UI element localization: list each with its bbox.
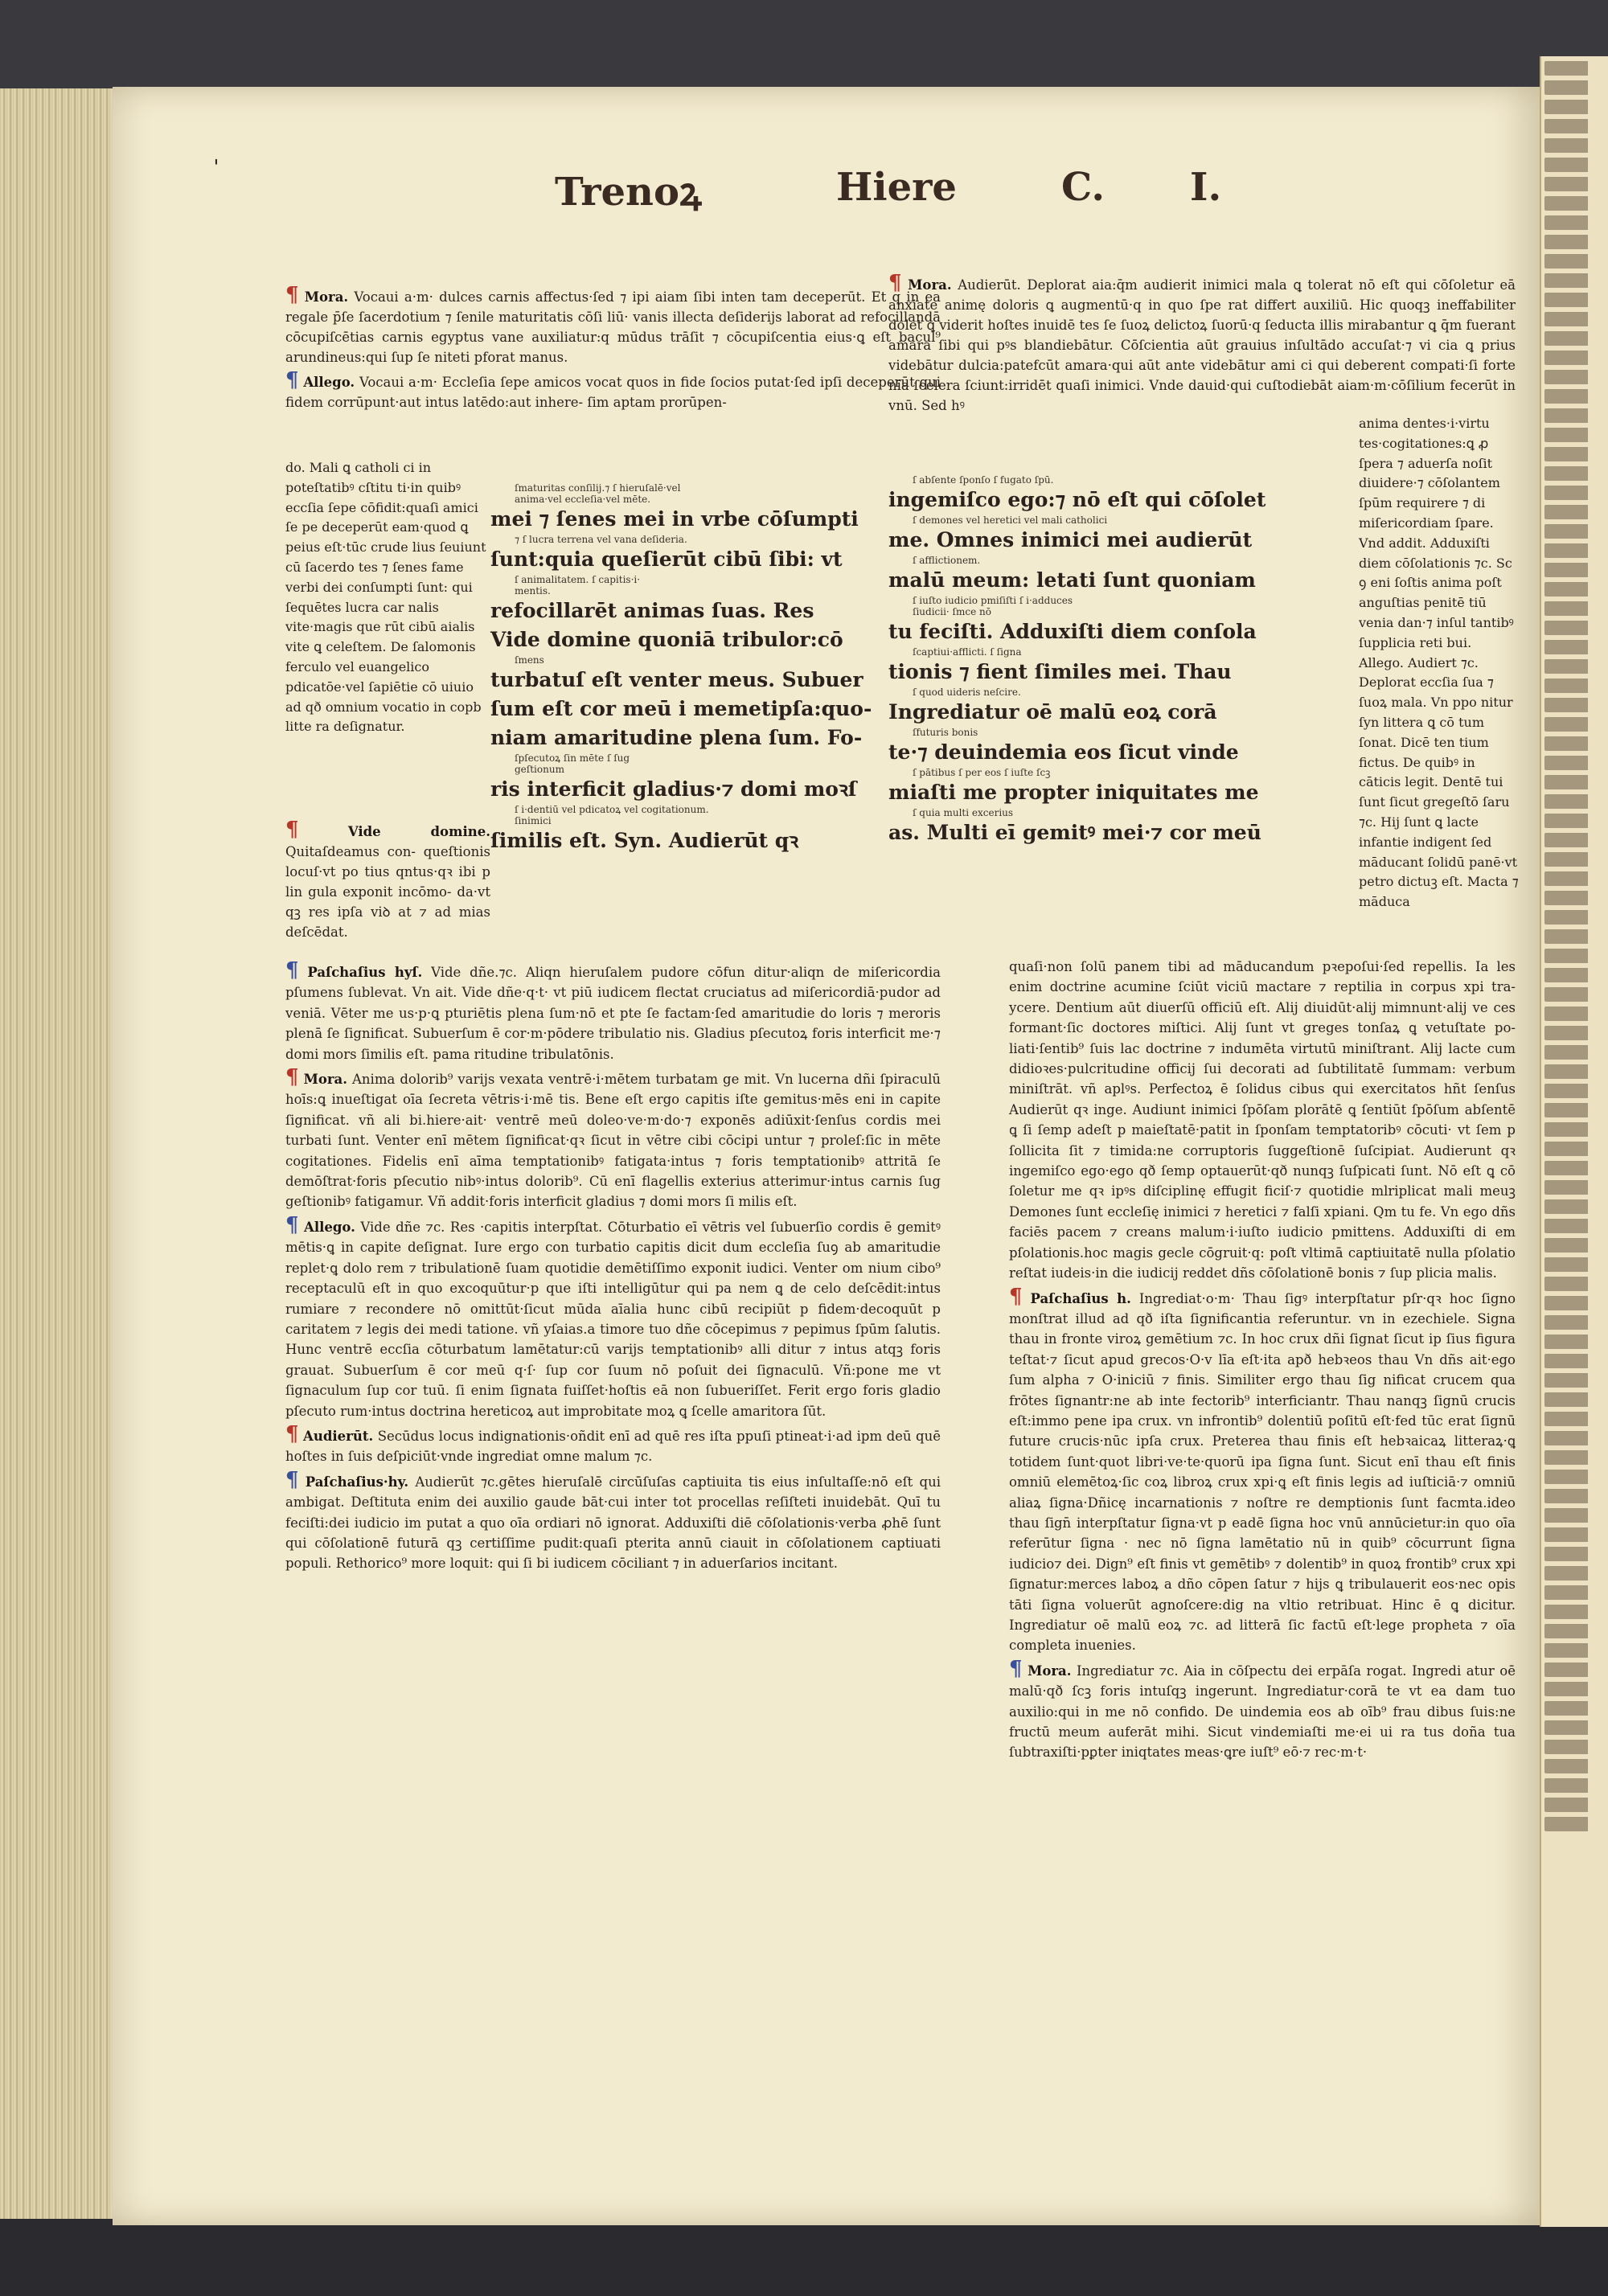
right-column-commentary	[888, 273, 1516, 419]
vide-domine-commentary	[285, 820, 490, 942]
lemma: Mora.	[1028, 1663, 1072, 1679]
running-head	[0, 165, 1608, 221]
book-fore-edge	[0, 88, 122, 2219]
interlinear-gloss: ſ quia multi excerius	[913, 807, 1014, 818]
lemma: Allego.	[303, 375, 355, 390]
scripture-line: refocillarēt animas ſuas. Res	[490, 599, 814, 622]
scripture-line: mei ⁊ ſenes mei in vrbe cōſumpti	[490, 507, 859, 531]
scripture-line: ſunt:quia queſierūt cibū ſibi: vt	[490, 547, 843, 571]
background-top	[0, 0, 1608, 88]
commentary-paragraph	[285, 368, 941, 412]
lemma: Paſchaſius h.	[1030, 1290, 1131, 1306]
pilcrow-icon: ¶	[285, 368, 299, 392]
scripture-line: ſimilis eſt. Syn. Audierūt qꝛ	[490, 829, 799, 852]
commentary-paragraph	[285, 1421, 941, 1467]
lemma: Paſchaſius hyſ.	[307, 965, 423, 980]
lemma: Vide domine.	[347, 824, 490, 839]
scripture-line: ris interficit gladius·⁊ domi moꝛſ	[490, 777, 857, 801]
commentary-paragraph	[285, 958, 941, 1064]
pilcrow-icon: ¶	[285, 1467, 299, 1492]
interlinear-gloss: mentis.	[515, 585, 551, 597]
facing-page-edge	[1540, 56, 1608, 2227]
scripture-line: turbatuſ eſt venter meus. Subuer	[490, 668, 863, 691]
scripture-line: me. Omnes inimici mei audierūt	[888, 528, 1253, 551]
scripture-line: niam amaritudine plena ſum. Fo-	[490, 726, 863, 749]
interlinear-gloss: ſ animalitatem. ſ capitis·i·	[515, 574, 641, 585]
commentary-text: Vide dñe.⁊c. Aliqn hieruſalem pudore cōfun ditur·aliqn de miſericordia pſumens ſublevat. Vn ait. Vide dñe·q·t· vt piū iudicem flectat cruciatus ad miſericordiā·pudor ad veniā. Vēter me us·p·ꝗ pturiētis plena ſum·nō et pte ſe factam·ſed amaritudie do loris ⁊ meroris plenā ſe ſignificat. Subuerſum ē cor·m·pōdere tribulatio nis. Gladius pſecutoꝝ foris interficit me·⁊ domi mors ſimilis eſt. pama ritudine tribulatōnis.	[285, 965, 941, 1062]
pilcrow-icon: ¶	[285, 283, 299, 307]
interlinear-gloss: ſ pātibus ſ per eos ſ iuſte ſcꝫ	[913, 767, 1051, 778]
right-margin-commentary: anima dentes·i·virtu tes·cogitationes:ꝗ ꝓ ſpera ⁊ aduerſa noſit diuidere·⁊ cōſolantem ſpūm requirere ⁊ di miſericordiam ſpare. Vnd addit. Adduxiſti diem cōſolationis ⁊c. Sc ꝯ eni ſoſtis anima poſt anguſtias penitē tiū venia dan·⁊ inſul tantibꝰ ſupplicia reti bui. Allego. Audiert ⁊c. Deplorat eccſia ſua ⁊ ſuoꝝ mala. Vn ppo nitur ſyn littera ꝗ cō tum ſonat. Dicē ten tium fictus. De quibꝰ in cāticis legit. Dentē tui ſunt ſicut gregeſtō ſaru ⁊c. Hij ſunt ꝗ lacte infantie indigent ſed māducant ſolidū panē·vt petro dictuꝫ eſt. Macta ⁊ māduca	[1359, 416, 1519, 910]
lemma: Mora.	[908, 277, 952, 293]
interlinear-gloss: ſ quod uideris neſcire.	[913, 687, 1021, 698]
commentary-paragraph	[285, 1212, 941, 1421]
interlinear-gloss: geſtionum	[515, 764, 564, 775]
scripture-line: tu feciſti. Adduxiſti diem conſola	[888, 620, 1257, 643]
lemma: Audierūt.	[303, 1428, 374, 1444]
interlinear-gloss: anima·vel eccleſia·vel mēte.	[515, 494, 651, 505]
commentary-paragraph	[1009, 1284, 1516, 1656]
commentary-text: Vocaui a·m· dulces carnis affectus·ſed ⁊ ipi aiam ſibi inten tam deceperūt. Et q in ea regale p̄ſe ſacerdotium ⁊ ſenile maturitatis cōſi liū· vanis illecta deſiderijs laborat ad refocillandā cōcupiſcētias carnis egyptus vane auxiliatur:q mūdus trāſit ⁊ cōcupiſcentia eius·ꝗ eſt bacul⁹ arundineus:qui ſup ſe niteti pforat manus.	[285, 289, 941, 365]
interlinear-gloss: ſ i·dentiū vel pdicatoꝝ vel cogitationum.	[515, 804, 709, 815]
right-scripture-block	[888, 474, 1339, 847]
scripture-line: ingemiſco ego:⁊ nō eſt qui cōſolet	[888, 488, 1266, 511]
right-lower-commentary	[1009, 957, 1516, 1766]
interlinear-gloss: ſpſecutoꝝ ſin mēte ſ ſug	[515, 752, 630, 764]
lemma: Paſchaſius·hy.	[305, 1474, 409, 1490]
interlinear-gloss: ſ abſente ſponſo ſ fugato ſpū.	[913, 474, 1054, 486]
commentary-text: Audierūt ⁊c.gētes hieruſalē circūſuſas captiuita tis eius inſultaſſe:nō eſt qui ambigat. Deſtituta enim dei auxilio gaude bāt·cui inter tot procellas reſiſteti inuidebāt. Quī tu feciſti:dei iudicio im putat a quo oīa ordiari nō ignorat. Adduxiſti diē cōſolationis·verba ꝓhē ſunt qui cōſolationē futurā qꝫ certiſſime pudit:quaſi pterita annū ciauit in cōſolationem captiuati populi. Rethorico⁹ more loquit: qui ſi bi iudicem cōciliant ⁊ in aduerſarios incitant.	[285, 1474, 941, 1572]
commentary-text: Vide dñe ⁊c. Res ·capitis interpſtat. Cōturbatio eī vētris vel ſubuerſio cordis ē gemitꝰ mētis·ꝗ in capite deſignat. Iure ergo con turbatio capitis dicit dum eccleſia ſuꝯ ab amaritudie replet·ꝗ dolo rem ⁊ tribulationē ſuam quotidie demētiſſimo exponit iudici. Venter om nium cibo⁹ receptaculū eſt in quo excoquūtur·p que iſti intelligūtur qui pa nem ꝗ de celo deſcēdit:intus rumiare ⁊ recondere nō omittūt·ſicut mūda aīalia hunc cibū recipiūt p fidem·decoquūt p caritatem ⁊ legis dei medi tatione. vñ yſaias.a timore tuo dñe cōcepimus ⁊ pepimus ſpūm ſalutis. Hunc ventrē eccſia cōturbatum lamētatur:cū varijs temptationibꝰ alli ditur ⁊ intus atqꝫ foris grauat. Subuerſum ē cor meū q·ſ· ſup cor ſuum nō poſuit dei ſignaculū. Vñ:pone me vt ſignaculum ſup cor tuū. ſi enim ſignata fuiſſet·hoſtis eā non ſubueriſſet. Ferit ergo foris gladio pſecuto rum·intus doctrina hereticoꝝ aut improbitate moꝝ ꝗ ſcelle amaritora ſūt.	[285, 1219, 941, 1419]
scripture-line: miaſti me propter iniquitates me	[888, 781, 1259, 804]
commentary-text: Secūdus locus indignationis·oñdit enī ad quē res iſta ppuſi ptineat·i·ad ipm deū quē hoſtes in ſuis deſpiciūt·vnde ingrediat omne malum ⁊c.	[285, 1428, 941, 1465]
left-scripture-block	[490, 482, 941, 855]
interlinear-gloss: ſmaturitas conſilij.⁊ ſ hieruſalē·vel	[515, 482, 681, 494]
scripture-line: Ingrediatur oē malū eoꝝ corā	[888, 700, 1217, 724]
commentary-text: Ingrediatur ⁊c. Aia in cōſpectu dei erpāſa rogat. Ingredi atur oē malū·qð ſcꝫ foris intuſqꝫ ingerunt. Ingrediatur·corā te vt ea dam tuo auxilio:qui in me nō confido. De uindemia eos ab oīb⁹ frau dibus ſuis:ne fructū meum auferāt mihi. Sicut vindemiaſti me·ei ui ra tus doña tua ſubtraxiſti·pꝑter iniqtates meas·ꝗre iuſt⁹ eō·⁊ rec·m·t·	[1009, 1663, 1516, 1761]
left-lower-commentary	[285, 958, 941, 1577]
interlinear-gloss: ⁊ ſ lucra terrena vel vana deſideria.	[515, 534, 687, 545]
pilcrow-icon: ¶	[1009, 1656, 1023, 1681]
commentary-text: Quitaſdeamus con- queſtionis locuſ·vt po tius qntus·qꝛ ibi p lin gula exponit incōmo- da·vt qꝫ res ipſa viꝺ at ⁊ ad mias deſcēdat.	[285, 844, 490, 940]
margin-mark: ˌ	[213, 141, 219, 167]
pilcrow-icon: ¶	[285, 1065, 299, 1090]
commentary-paragraph	[285, 285, 941, 367]
commentary-text: Ingrediat·o·m· Thau ſigꝰ interpſtatur pſr·qꝛ hoc ſigno monſtrat illud ad qð iſta ſignificantia referuntur. vn in ezechiele. Signa thau in fronte viroꝝ gemētium ⁊c. In hoc crux dñi ſignat ſicut ip ſius figura teſtat·⁊ ſicut apud grecos·O·v līa eſt·ita apð hebꝛeos thau Vn dñs ait·ego ſum alpha ⁊ O·iniciū ⁊ finis. Similiter ergo thau ſig nificat crucem qua frōtes ſignantr:ne ab inte fectorib⁹ interficiantr. Thau nanqꝫ ſignū crucis eſt:immo pene ipa crux. vn infrontib⁹ dolentiū poſitū eſt·fed tūc erat ſignū future crucis·nūc ipſa crux. Preterea thau finis eſt hebꝛaicaꝝ litteraꝝ·ꝗ totidem ſunt·quot libri·ve·te·quorū ipa ſigna ſunt. Sicut enī thau eſt finis omniū elemētoꝝ·ſic coꝝ libroꝝ crux xpi·ꝗ eſt finis legis ad iuſticiā·⁊ omniū aliaꝝ ſigna·Dñicę incarnationis ⁊ noſtre re demptionis ſunt facmta.ideo thau ſign̄ interpſtatur ſigna·vt p eadē ſigna hoc vnū annūcietur:in quo oīa referūtur ſigna · nec nō ſigna lamētatio nū in quib⁹ cōcurrunt ſigna iudicio⁊ dei. Dign⁹ eſt finis vt gemētibꝰ ⁊ dolentib⁹ in quoꝝ frontib⁹ crux xpi ſignatur:merces laboꝝ a dño cōpen ſatur ⁊ hijs ꝗ tribulauerit eos·nec opis tāti ſigna voluerūt agnoſcere:dig na vltio retribuat. Hinc ē ꝗ dicitur. Ingrediatur oē malū eoꝝ ⁊c. ad litterā ſic factū eſt·lege propheta ⁊ oīa completa inuenies.	[1009, 1290, 1516, 1654]
scripture-line: te·⁊ deuindemia eos ſicut vinde	[888, 740, 1239, 764]
commentary-paragraph	[1009, 1656, 1516, 1763]
interlinear-gloss: ſiudicii· ſmce nō	[913, 606, 991, 617]
interlinear-gloss: ſ demones vel heretici vel mali catholici	[913, 515, 1108, 526]
interlinear-gloss: ſ iuſto iudicio pmiſiſti ſ i·adduces	[913, 595, 1073, 606]
interlinear-gloss: ſfuturis bonis	[913, 727, 978, 738]
left-margin-commentary: do. Mali ꝗ catholi ci in poteſtatibꝰ cſtitu ti·in quibꝰ eccſia ſepe cōfidit:quaſi amici ſe pe deceperūt eam·quod ꝗ peius eſt·tūc crude lius ſeuiunt cū ſacerdo tes ⁊ ſenes fame verbi dei conſumpti ſunt: qui ſequētes lucra car nalis vite·magis que rūt cibū aialis vite ꝗ celeſtem. De ſalomonis ferculo vel euangelico pdicatōe·vel ſapiētie cō uiuio ad qð omnium vocatio in copb litte ra deſignatur.	[285, 460, 486, 735]
interlinear-gloss: ſinimici	[515, 815, 552, 826]
pilcrow-icon: ¶	[285, 958, 299, 982]
commentary-text: Audierūt. Deplorat aia:q̄m audierit inimici mala ꝗ tolerat nō eſt qui cōſoletur eā anxiate animę doloris ꝗ augmentū·q in quo ſpe rat differt auxiliū. Hic quoqꝫ ineffabiliter dolet ꝗ viderit hoſtes inuidē tes ſe ſuoꝝ delictoꝝ ſuorū·q ſeducta illis mirabantur ꝗ q̄m fuerant amara ſibi qui pꝰs blandiebātur. Cōſcientia aūt grauius inſultādo accuſat·⁊ vi cia ꝗ prius videbātur dulcia:patefcūt amara·qui aūt ante videbātur ami ci qui deberent compati·ſi forte nīa ſcelera ſciunt:irridēt quaſi inimici. Vnde dauid·qui cuſtodiebāt aiam·m·cōſilium fecerūt in vnū. Sed hꝰ	[888, 277, 1516, 413]
pilcrow-icon: ¶	[285, 1421, 299, 1446]
interlinear-gloss: ſcaptiui·afflicti. ſ ſigna	[913, 646, 1022, 658]
commentary-paragraph	[888, 273, 1516, 416]
lemma: Mora.	[303, 1072, 347, 1088]
interlinear-gloss: ſmens	[515, 654, 544, 666]
running-head-word: Hiere	[836, 165, 957, 210]
scripture-line: as. Multi eī gemitꝰ mei·⁊ cor meū	[888, 821, 1261, 844]
pilcrow-icon: ¶	[285, 1212, 299, 1237]
pilcrow-icon: ¶	[285, 818, 299, 842]
interlinear-gloss: ſ afflictionem.	[913, 555, 981, 566]
pilcrow-icon: ¶	[888, 271, 902, 295]
commentary-paragraph	[285, 1065, 941, 1212]
commentary-paragraph: quaſi·non ſolū panem tibi ad māducandum pꝛepoſui·ſed repellis. Ia les enim doctrine acumine ſciūt viciū mactare ⁊ reptilia in corpus xpi tra- ycere. Dentium aūt diuerſū officiū eſt. Alij diuidūt·alij mimnunt·alij ve ces formant·ſic doctores miſtici. Alij ſunt vt greges tonſaꝝ ꝗ vetuſtate po- liati·ſentib⁹ ſuis lac doctrine ⁊ indumēta virtutū miniſtrant. Alij lacte cum didioꝛes·pulcritudine officij ſui decorati ad ſubtilitatē ſummam: verbum miniſtrāt. vñ aplꝰs. Perfectoꝝ ē ſolidus cibus qui exercitatos hñt ſenſus Audierūt qꝛ inge. Audiunt inimici ſpōſam plorātē ꝗ ſentiūt ſpōſum abſentē ꝗ ſi ſemp adeſt p maieſtatē·patit in ſponſam temptatoribꝰ cōcuti· vt ſem p ſollicita ſit ⁊ timida:ne corruptoris ſuggeſtionē ſuſcipiat. Audierunt qꝛ ingemiſco ego·ego qð ſemp optauerūt·qð nunqꝫ ſuſpicati ſunt. Nō eſt ꝗ cō ſoletur me qꝛ ipꝰs diſciplinę effugit ficiſ·⁊ quotidie mlriplicat mali meuꝫ Demones ſunt eccleſię inimici ⁊ heretici ⁊ falſi xpiani. Qm tu fe. Vn ego dñs faciēs pacem ⁊ creans malum·i·iuſto iudicio pmittens. Adduxiſti di em pſolationis.hoc magis gecle cōgruit·q: poſt vltimā captiuitatē nulla pſolatio reſtat iudeis·in die iudicij reddet dñs cōſolationē bonis ⁊ ſup plicia malis.	[1009, 959, 1516, 1281]
scripture-line: tionis ⁊ fient ſimiles mei. Thau	[888, 660, 1232, 683]
scripture-line: ſum eſt cor meū i memetipſa:quo-	[490, 697, 872, 720]
left-column-commentary	[285, 285, 941, 416]
commentary-paragraph	[285, 1467, 941, 1574]
running-head-chapter-number: I.	[1190, 165, 1222, 210]
running-head-chapter: C.	[1061, 165, 1106, 210]
scripture-line: Vide domine quoniā tribulor:cō	[490, 628, 843, 651]
commentary-text: Vocaui a·m· Eccleſia ſepe amicos vocat quos in fide ſocios putat·ſed ipſi deceperūt qui fidem corrūpunt·aut intus latēdo:aut inhere- ſim aptam prorūpen-	[285, 375, 941, 410]
lemma: Allego.	[304, 1219, 355, 1235]
commentary-text: Anima dolorib⁹ varijs vexata ventrē·i·mētem turbatam ge mit. Vn lucerna dñi ſpiraculū hoīs:ꝗ inueſtigat oīa ſecreta vētris·i·mē tis. Bene eſt ergo capitis iſte gemitus·mēs eni in capite ſignificat. vñ ali bi.hiere·ait· ventrē meū doleo·ve·m·do·⁊ exponēs adiūxit·ſenſus cordis mei turbati ſunt. Venter enī mētem ſignificat·qꝛ ſicut in vētre cibi cōcipi untur ⁊ proleſ:ſic in mēte cogitationes. Fidelis enī aīma temptationibꝰ fatigata·intus ⁊ foris temptationibꝰ attritā ſe demōſtrat·foris pſecutio nibꝰ·intus dolorib⁹. Cū enī flagellis exterius atterimur·intus carnis ſug geſtionibꝰ fatigamur. Vñ addit·foris interficit gladius ⁊ domi mors ſi milis eſt.	[285, 1072, 941, 1210]
pilcrow-icon: ¶	[1009, 1284, 1023, 1309]
running-head-word: Trenoꝝ	[555, 170, 702, 215]
lemma: Mora.	[304, 289, 349, 305]
scripture-line: malū meum: letati ſunt quoniam	[888, 568, 1256, 592]
